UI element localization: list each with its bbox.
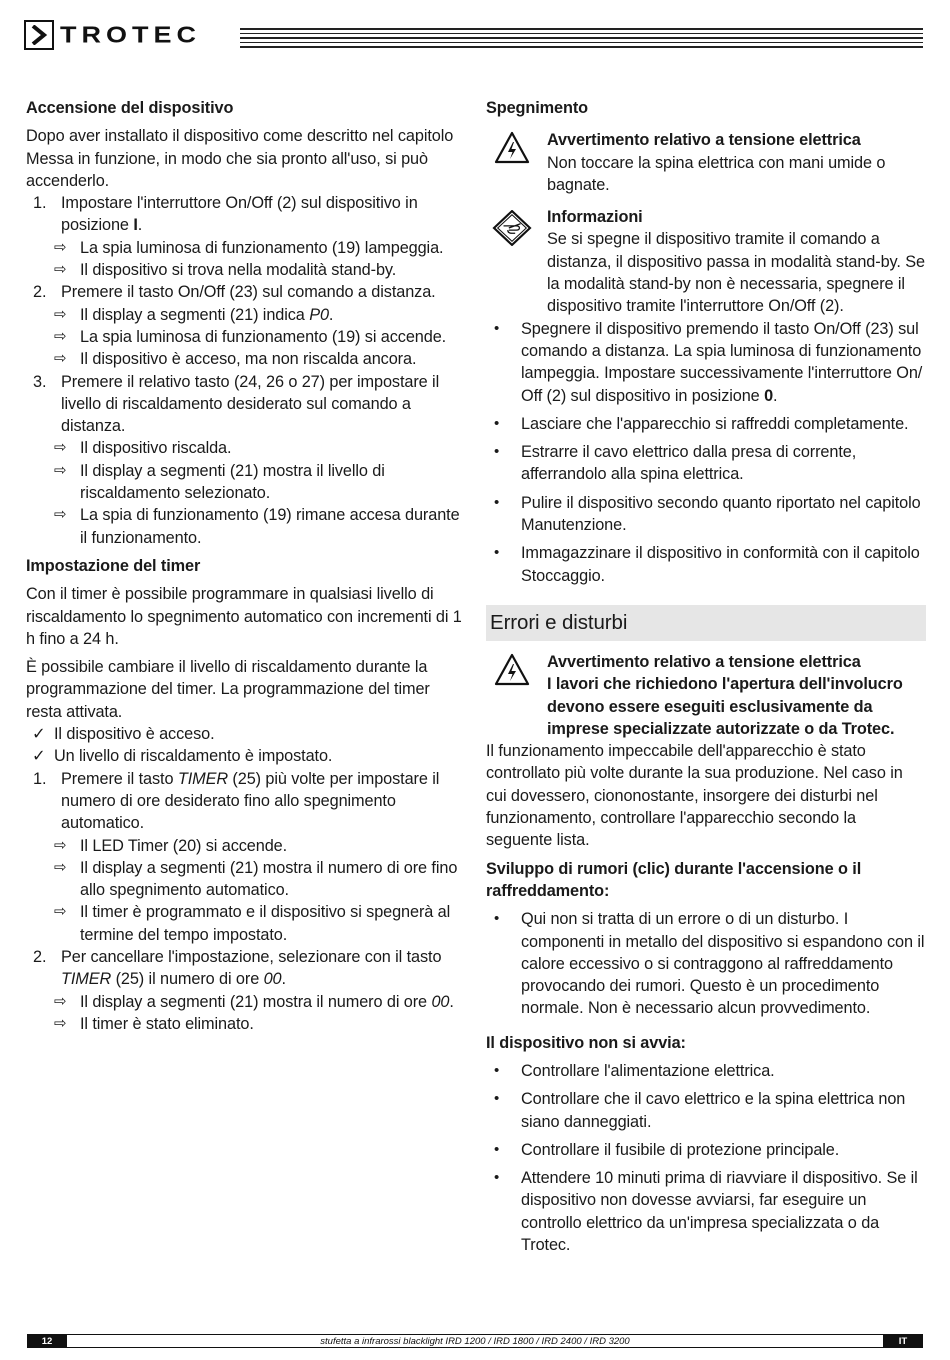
footer-title: stufetta a infrarossi blacklight IRD 1200 / IRD 1800 / IRD 2400 / IRD 3200 [67,1334,883,1348]
electric-warning-icon [494,131,530,165]
result-item: ⇨ Il display a segmenti (21) indica P0. [26,304,466,326]
step-item: 2. Per cancellare l'impostazione, selezionare con il tasto TIMER (25) il numero di ore 00. [33,947,442,989]
result-item: ⇨ Il LED Timer (20) si accende. [26,835,466,857]
info-hand-icon [492,210,532,246]
arrow-icon: ⇨ [54,350,67,368]
paragraph: Il funzionamento impeccabile dell'apparecchio è stato controllato più volte durante la sua produzione. Nel caso in cui dovessero, ciononostante, insorgere dei disturbi nel funzionamento, controllare l'apparecchio secondo la seguente lista. [486,742,903,850]
right-column [486,97,926,1262]
step-item: 3. Premere il relativo tasto (24, 26 o 27) per impostare il livello di riscaldamento desiderato sul comando a distanza. [33,372,440,436]
page-number: 12 [27,1334,67,1348]
result-item: ⇨ Il display a segmenti (21) mostra il numero di ore fino allo spegnimento automatico. [54,858,458,900]
arrow-icon: ⇨ [54,858,67,876]
bullet-icon: • [494,1169,500,1187]
bullet-icon: • [494,1140,500,1158]
bullet-item: • Immagazzinare il dispositivo in conformità con il capitolo Stoccaggio. [494,544,920,585]
bullet-icon: • [494,910,500,928]
paragraph: Con il timer è possibile programmare in qualsiasi livello di riscaldamento lo spegnimento automatico con incrementi di 1 h fino a 24 h. [26,585,462,648]
language-code: IT [883,1334,923,1348]
result-item: ⇨ Il timer è programmato e il dispositivo si spegnerà al termine del tempo impostato. [54,903,451,944]
bullet-icon: • [494,443,500,461]
warning-notice: Avvertimento relativo a tensione elettrica I lavori che richiedono l'apertura dell'involucro devono essere eseguiti esclusivamente da imprese specializzate autorizzate o da Trotec. [486,651,926,740]
arrow-icon: ⇨ [54,1014,67,1032]
arrow-icon: ⇨ [54,238,67,256]
heading-rumori: Sviluppo di rumori (clic) durante l'accensione o il raffreddamento: [486,859,862,900]
heading-timer: Impostazione del timer [26,556,201,575]
bullet-item: • Attendere 10 minuti prima di riavviare il dispositivo. Se il dispositivo non dovesse avviarsi, far eseguire un controllo elettrico da un'impresa specializzata o da Trotec. [494,1169,918,1255]
arrow-icon: ⇨ [54,305,67,323]
bullet-icon: • [494,1061,500,1079]
electric-warning-icon [494,653,530,687]
heading-spegnimento: Spegnimento [486,99,589,117]
bullet-item: • Lasciare che l'apparecchio si raffreddi completamente. [486,413,926,435]
result-item: ⇨ La spia di funzionamento (19) rimane accesa durante il funzionamento. [54,506,460,547]
header-rule [240,28,923,51]
paragraph: È possibile cambiare il livello di riscaldamento durante la programmazione del timer. La programmazione del timer resta attivata. [26,658,430,721]
bullet-icon: • [494,544,500,562]
bullet-item: • Controllare che il cavo elettrico e la spina elettrica non siano danneggiati. [494,1090,906,1131]
paragraph: Dopo aver installato il dispositivo come descritto nel capitolo Messa in funzione, in modo che sia pronto all'uso, si può accenderlo. [26,127,454,190]
bullet-item: • Controllare l'alimentazione elettrica. [486,1060,926,1082]
arrow-icon: ⇨ [54,261,67,279]
arrow-icon: ⇨ [54,836,67,854]
warning-notice: Avvertimento relativo a tensione elettrica Non toccare la spina elettrica con mani umide o bagnate. [486,129,926,196]
arrow-icon: ⇨ [54,903,67,921]
arrow-icon: ⇨ [54,992,67,1010]
bullet-icon: • [494,319,500,337]
logo-chevron-icon [24,20,54,50]
bullet-icon: • [494,1090,500,1108]
step-item: 1. Premere il tasto TIMER (25) più volte per impostare il numero di ore desiderato fino allo spegnimento automatico. [33,769,440,833]
result-item: ⇨ Il display a segmenti (21) mostra il livello di riscaldamento selezionato. [54,461,385,503]
check-item: ✓ Il dispositivo è acceso. [26,723,466,745]
heading-non-avvia: Il dispositivo non si avvia: [486,1033,686,1052]
footer-bar [27,1334,923,1348]
bullet-item: • Qui non si tratta di un errore o di un disturbo. I componenti in metallo del dispositivo si espandono con il calore eccessivo o si contraggono al raffreddamento provocando dei rumori. Questo è un procedimento normale. Non è necessario alcun provvedimento. [494,910,925,1018]
bullet-item: • Estrarre il cavo elettrico dalla presa di corrente, afferrandolo alla spina elettrica. [494,443,857,484]
result-item: ⇨ Il timer è stato eliminato. [26,1013,466,1035]
result-item: ⇨ La spia luminosa di funzionamento (19) si accende. [26,326,466,348]
bullet-item: • Pulire il dispositivo secondo quanto riportato nel capitolo Manutenzione. [494,493,921,535]
trotec-logo [24,18,201,52]
section-title-errori: Errori e disturbi [486,605,926,641]
check-item: ✓ Un livello di riscaldamento è impostato. [26,745,466,767]
brand-name: TROTEC [60,21,201,48]
bullet-item: • Spegnere il dispositivo premendo il tasto On/Off (23) sul comando a distanza. La spia luminosa di funzionamento lampeggia. Impostare successivamente l'interruttore On/ Off (2) sul dispositivo in posizione 0. [494,319,923,405]
bullet-item: • Controllare il fusibile di protezione principale. [486,1139,926,1161]
result-item: ⇨ Il dispositivo è acceso, ma non riscalda ancora. [26,348,466,370]
step-item: 2. Premere il tasto On/Off (23) sul comando a distanza. [33,283,436,302]
bullet-icon: • [494,493,500,511]
step-item: 1. Impostare l'interruttore On/Off (2) sul dispositivo in posizione I. [33,194,418,235]
arrow-icon: ⇨ [54,506,67,524]
result-item: ⇨ Il display a segmenti (21) mostra il numero di ore 00. [26,991,466,1013]
result-item: ⇨ Il dispositivo si trova nella modalità stand-by. [26,259,466,281]
heading-accensione: Accensione del dispositivo [26,99,234,117]
check-icon: ✓ [32,747,46,766]
left-column [26,97,466,1035]
result-item: ⇨ Il dispositivo riscalda. [26,437,466,459]
arrow-icon: ⇨ [54,327,67,345]
bullet-icon: • [494,414,500,432]
arrow-icon: ⇨ [54,439,67,457]
arrow-icon: ⇨ [54,461,67,479]
check-icon: ✓ [32,725,46,744]
info-notice: Informazioni Se si spegne il dispositivo tramite il comando a distanza, il dispositivo passa in modalità stand-by. Se la modalità stand-by non è necessaria, spegnere il dispositivo tramite l'interruttore On/Off (2). [486,206,926,317]
result-item: ⇨ La spia luminosa di funzionamento (19) lampeggia. [26,237,466,259]
